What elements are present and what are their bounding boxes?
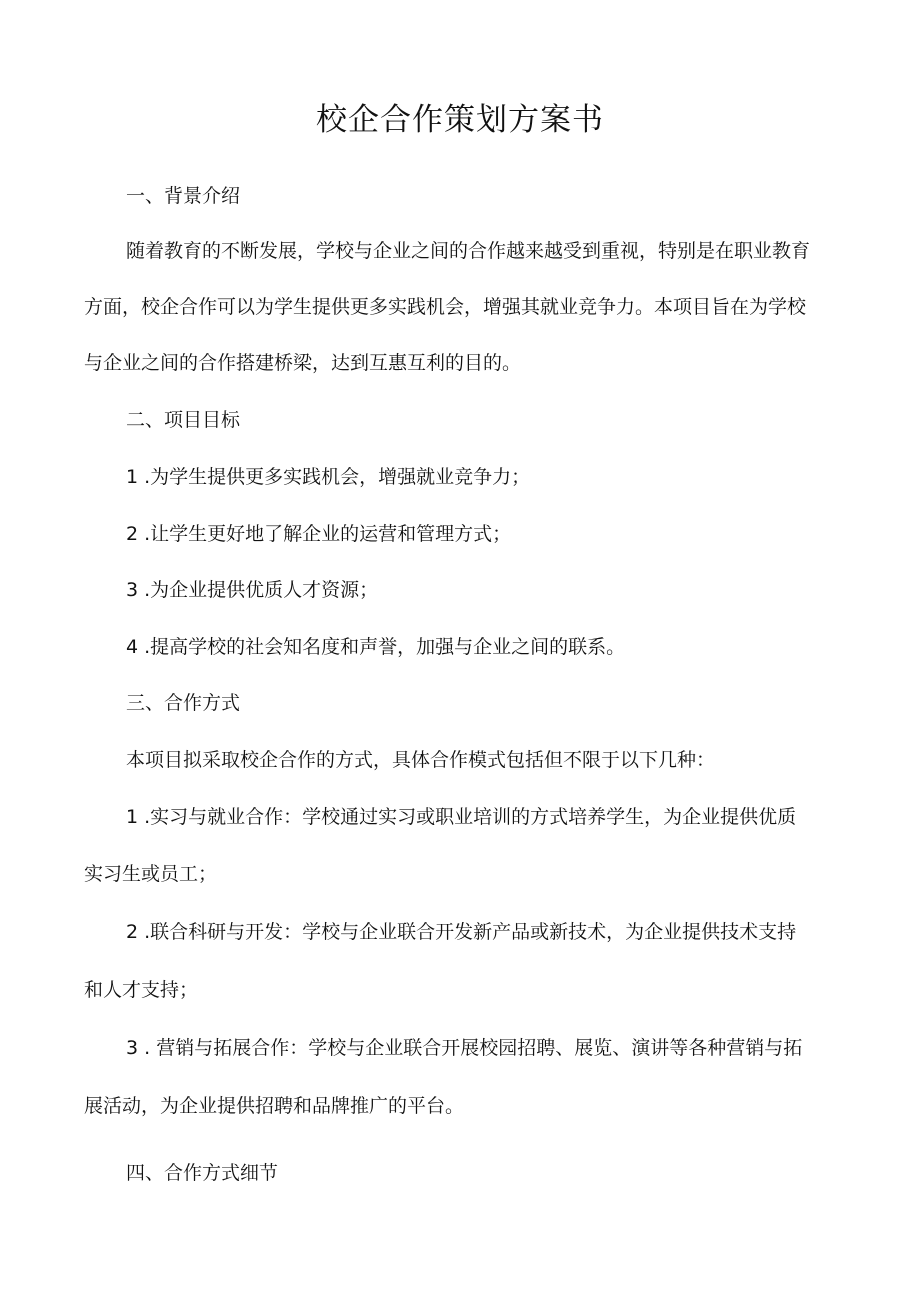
- list-item: 3 . 营销与拓展合作：学校与企业联合开展校园招聘、展览、演讲等各种营销与拓: [126, 1037, 803, 1059]
- list-item-continuation: 和人才支持；: [84, 979, 199, 1001]
- document-title: 校企合作策划方案书: [316, 102, 604, 138]
- section-heading-goals: 二、项目目标: [126, 409, 241, 431]
- section-heading-details: 四、合作方式细节: [126, 1162, 279, 1184]
- paragraph-line: 本项目拟采取校企合作的方式，具体合作模式包括但不限于以下几种：: [126, 749, 716, 771]
- section-heading-background: 一、背景介绍: [126, 185, 241, 207]
- paragraph-line: 随着教育的不断发展，学校与企业之间的合作越来越受到重视，特别是在职业教育: [126, 240, 811, 262]
- list-item: 2 .让学生更好地了解企业的运营和管理方式；: [126, 523, 512, 545]
- list-item-continuation: 实习生或员工；: [84, 863, 218, 885]
- list-item: 1 .实习与就业合作：学校通过实习或职业培训的方式培养学生，为企业提供优质: [126, 806, 797, 828]
- section-heading-cooperation: 三、合作方式: [126, 692, 241, 714]
- list-item: 4 .提高学校的社会知名度和声誉，加强与企业之间的联系。: [126, 636, 626, 658]
- list-item: 1 .为学生提供更多实践机会，增强就业竞争力；: [126, 466, 531, 488]
- paragraph-line: 与企业之间的合作搭建桥梁，达到互惠互利的目的。: [84, 352, 522, 374]
- paragraph-line: 方面，校企合作可以为学生提供更多实践机会，增强其就业竞争力。本项目旨在为学校: [84, 296, 807, 318]
- list-item-continuation: 展活动，为企业提供招聘和品牌推广的平台。: [84, 1095, 465, 1117]
- list-item: 2 .联合科研与开发：学校与企业联合开发新产品或新技术，为企业提供技术支持: [126, 921, 797, 943]
- list-item: 3 .为企业提供优质人才资源；: [126, 579, 379, 601]
